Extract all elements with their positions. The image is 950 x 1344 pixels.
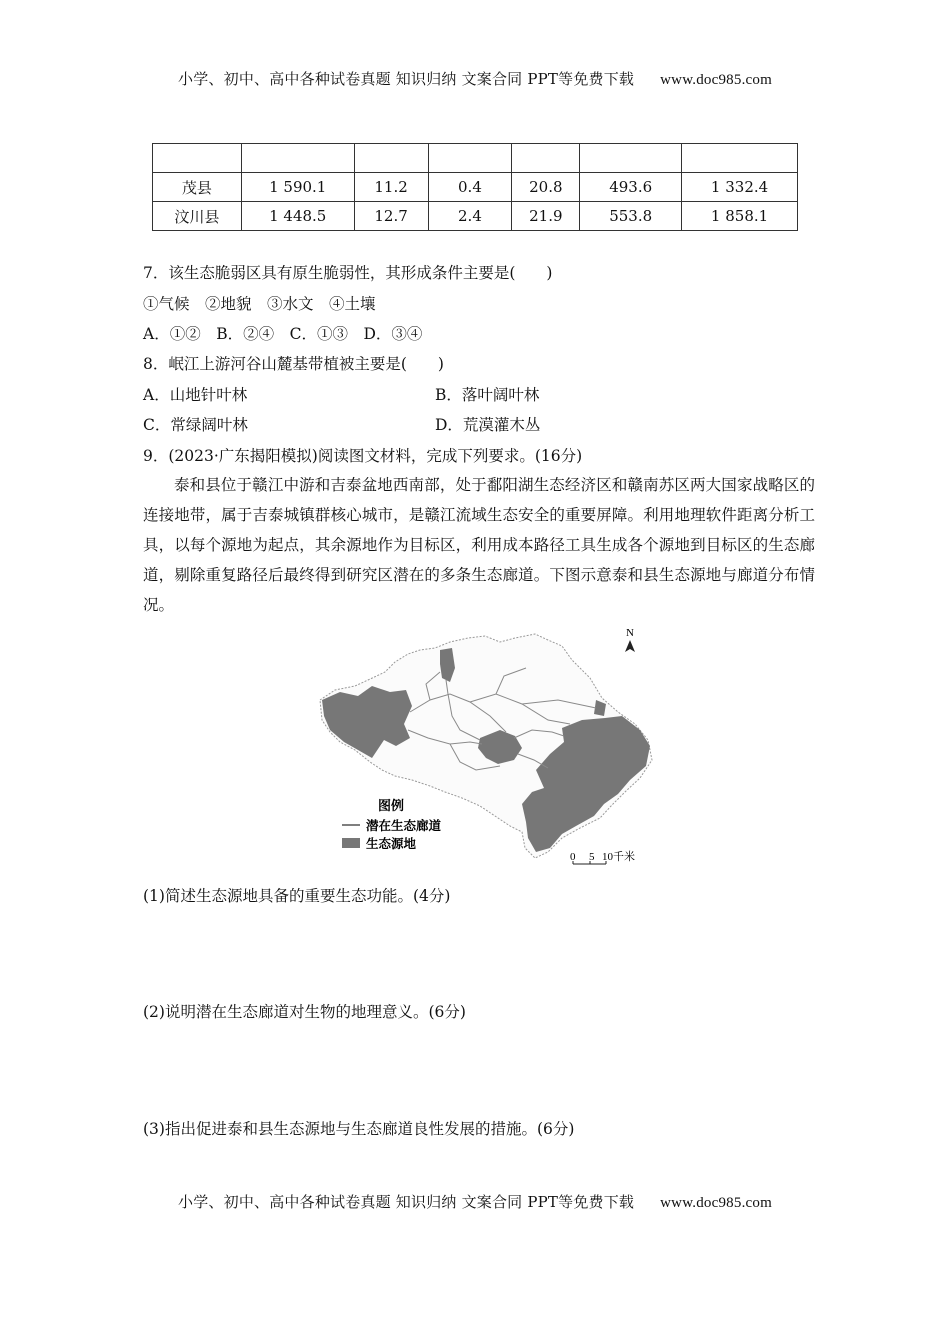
q9-sub3: (3)指出促进泰和县生态源地与生态廊道良性发展的措施。(6分)	[143, 1120, 575, 1138]
scale-5: 5	[589, 851, 595, 863]
q9-sub2: (2)说明潜在生态廊道对生物的地理意义。(6分)	[143, 1003, 466, 1021]
scale-0: 0	[570, 851, 576, 863]
table-cell: 553.8	[580, 202, 682, 231]
q8-stem: 8．岷江上游河谷山麓基带植被主要是( )	[143, 355, 444, 373]
legend-corridor-label: 潜在生态廊道	[366, 818, 442, 833]
table-cell: 1 858.1	[682, 202, 798, 231]
table-row-header	[153, 144, 798, 173]
table-cell: 0.4	[428, 173, 512, 202]
q7-options: A．①② B．②④ C．①③ D．③④	[143, 325, 423, 343]
table-cell: 1 332.4	[682, 173, 798, 202]
table-cell: 1 590.1	[241, 173, 354, 202]
header-text: 小学、初中、高中各种试卷真题 知识归纳 文案合同 PPT等免费下载	[178, 70, 635, 88]
legend-source-swatch	[342, 838, 360, 848]
north-arrow-icon	[625, 640, 635, 652]
table-cell: 493.6	[580, 173, 682, 202]
footer-text: 小学、初中、高中各种试卷真题 知识归纳 文案合同 PPT等免费下载	[178, 1193, 635, 1211]
header-url[interactable]: www.doc985.com	[660, 72, 772, 88]
q8-option-b: B．落叶阔叶林	[435, 386, 540, 404]
q8-option-a: A．山地针叶林	[143, 386, 248, 404]
table-cell: 20.8	[512, 173, 580, 202]
table-cell: 12.7	[354, 202, 428, 231]
q9-stem: 9．(2023·广东揭阳模拟)阅读图文材料，完成下列要求。(16分)	[143, 447, 583, 465]
table-cell: 2.4	[428, 202, 512, 231]
data-table	[152, 143, 798, 231]
q8-option-c: C．常绿阔叶林	[143, 416, 248, 434]
table-cell: 汶川县	[153, 202, 242, 231]
footer-url[interactable]: www.doc985.com	[660, 1195, 772, 1211]
scale-10: 10千米	[602, 851, 635, 863]
page-header	[0, 68, 950, 89]
table-cell: 1 448.5	[241, 202, 354, 231]
table-cell: 11.2	[354, 173, 428, 202]
legend-title: 图例	[378, 799, 405, 814]
north-label: N	[626, 627, 634, 639]
table-cell: 茂县	[153, 173, 242, 202]
table-row	[153, 202, 798, 231]
table-row	[153, 173, 798, 202]
taihe-map	[300, 620, 660, 865]
q7-items: ①气候 ②地貌 ③水文 ④土壤	[143, 295, 376, 313]
q9-sub1: (1)简述生态源地具备的重要生态功能。(4分)	[143, 887, 451, 905]
legend-source-label: 生态源地	[366, 836, 417, 851]
page-footer	[0, 1191, 950, 1212]
q7-stem: 7．该生态脆弱区具有原生脆弱性，其形成条件主要是( )	[143, 264, 553, 282]
table-cell: 21.9	[512, 202, 580, 231]
q8-option-d: D．荒漠灌木丛	[435, 416, 541, 434]
q9-paragraph: 泰和县位于赣江中游和吉泰盆地西南部，处于鄱阳湖生态经济区和赣南苏区两大国家战略区的连接地带，属于吉泰城镇群核心城市，是赣江流域生态安全的重要屏障。利用地理软件距离分析工具，以每个源地为起点，其余源地作为目标区，利用成本路径工具生成各个源地到目标区的生态廊道，剔除重复路径后最终得到研究区潜在的多条生态廊道。下图示意泰和县生态源地与廊道分布情况。	[143, 476, 815, 614]
